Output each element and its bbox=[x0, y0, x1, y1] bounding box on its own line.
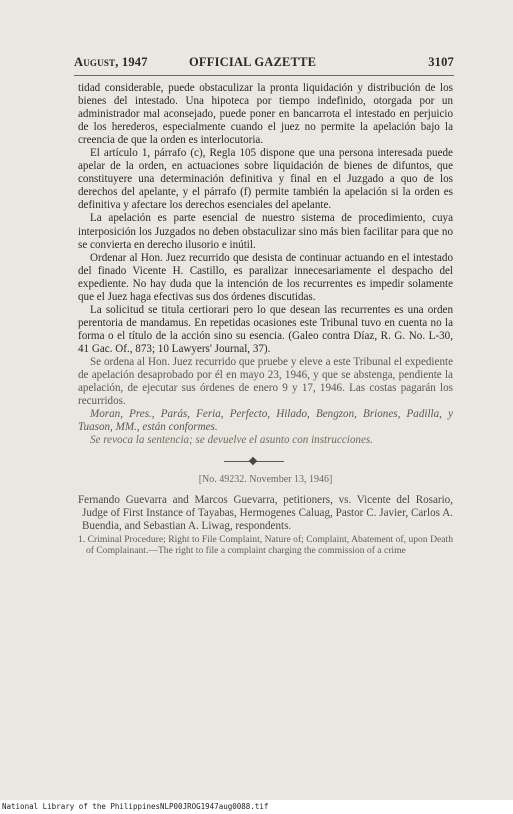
footer-library: National Library of the Philippines bbox=[2, 802, 161, 811]
header-rule bbox=[74, 75, 454, 76]
paragraph: La solicitud se titula certiorari pero lo que desean las recurrentes es una orden perentoria de mandamus. En repetidas ocasiones este Tribunal tuvo en cuenta no la forma o el título de la acción sino su esencia. (Galeo contra Díaz, R. G. No. L-30, 41 Gac. Of., 873; 10 Lawyers' Journal, 37). bbox=[78, 303, 453, 355]
paragraph: La apelación es parte esencial de nuestro sistema de procedimiento, cuya interposición los Juzgados no deben obstaculizar sino más bien facilitar para que no se convierta en derecho ilusorio e inútil. bbox=[78, 212, 453, 251]
page-header bbox=[74, 55, 454, 73]
paragraph: Ordenar al Hon. Juez recurrido que desista de continuar actuando en el intestado del finado Vicente H. Castillo, es paralizar innecesariamente el despacho del expediente. No hay duda que la intención de los recurrentes es impedir solamente que el Juez haga efectivas sus dos órdenes discutidas. bbox=[78, 251, 453, 303]
footer-file: NLP00JROG1947aug0088.tif bbox=[160, 802, 269, 811]
paragraph: El artículo 1, párrafo (c), Regla 105 dispone que una persona interesada puede apelar de la orden, en actuaciones sobre liquidación de bienes de difuntos, que constituyere una determinación definitiva y final en el Juzgado a quo de los derechos del apelante, y el párrafo (f) permite también la apelación si la orden es definitiva y afectare los derechos esenciales del apelante. bbox=[78, 147, 453, 212]
syllabus-note: 1. Criminal Procedure; Right to File Complaint, Nature of; Complaint, Abatement of, upon Death of Complainant.—The right to file a complaint charging the commission of a crime bbox=[78, 533, 453, 557]
scan-footer bbox=[0, 800, 513, 814]
disposition: Se revoca la sentencia; se devuelve el asunto con instrucciones. bbox=[90, 434, 373, 447]
case-docket: [No. 49232. November 13, 1946] bbox=[198, 474, 333, 486]
paragraph: tidad considerable, puede obstaculizar la pronta liquidación y distribución de los bienes del intestado. Una hipoteca por tiempo indefinido, otorgada por un administrador mal aconsejado, puede poner en bancarrota el intestado en perjuicio de los herederos, especialmente cuando el juez no permite la apelación bajo la creencia de que la orden es interlocutoria. bbox=[78, 82, 453, 147]
section-divider bbox=[78, 457, 453, 465]
header-page-number: 3107 bbox=[428, 55, 454, 69]
concurring-justices: Moran, Pres., Parás, Feria, Perfecto, Hilado, Bengzon, Briones, Padilla, y Tuason, MM., están conformes. bbox=[78, 408, 453, 434]
paragraph: Se ordena al Hon. Juez recurrido que pruebe y eleve a este Tribunal el expediente de apelación desaprobado por él en mayo 23, 1946, y que se abstenga, pendiente la apelación, de ejecutar sus órdenes de enero 9 y 17, 1946. Las costas pagarán los recurridos. bbox=[78, 355, 453, 408]
header-date: August, 1947 bbox=[74, 55, 148, 69]
document-body bbox=[78, 82, 453, 557]
header-title: OFFICIAL GAZETTE bbox=[189, 55, 317, 69]
case-caption: Fernando Guevarra and Marcos Guevarra, petitioners, vs. Vicente del Rosario, Judge of First Instance of Tayabas, Hermogenes Caluag, Pastor C. Javier, Carlos A. Buendia, and Sebastian A. Liwag, respondents. bbox=[78, 494, 453, 533]
